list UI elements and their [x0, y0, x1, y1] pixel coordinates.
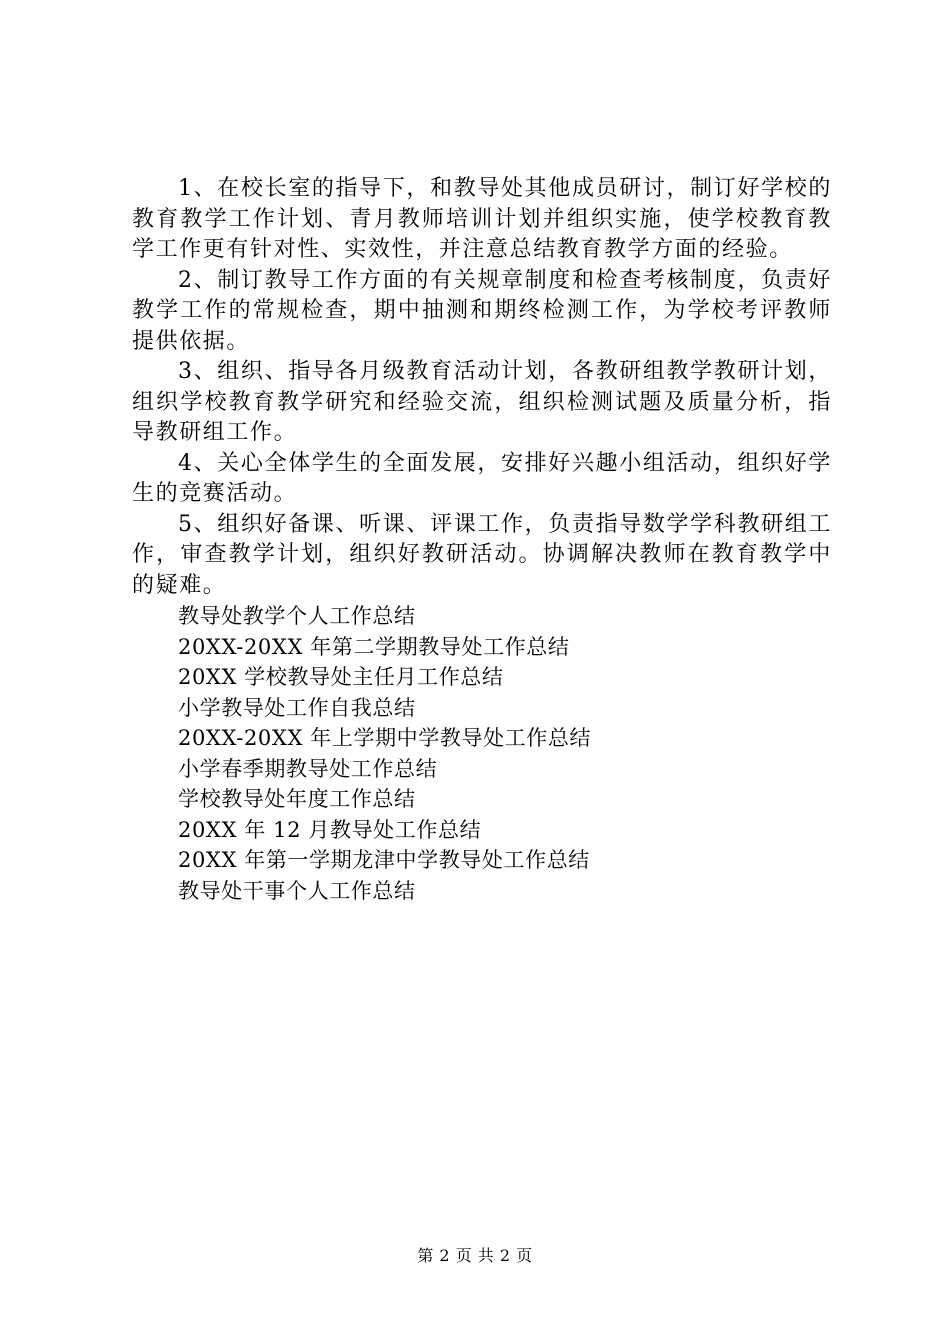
paragraph-4: 4、关心全体学生的全面发展，安排好兴趣小组活动，组织好学生的竞赛活动。 — [132, 450, 832, 506]
related-title-item[interactable]: 小学教导处工作自我总结 — [178, 695, 416, 720]
related-title-item[interactable]: 20XX 年第一学期龙津中学教导处工作总结 — [178, 848, 590, 872]
paragraph-3: 3、组织、指导各月级教育活动计划，各教研组教学教研计划，组织学校教育教学研究和经验交流，组织检测试题及质量分析，指导教研组工作。 — [132, 359, 832, 445]
page-footer — [0, 1243, 950, 1266]
page-number: 第 2 页 共 2 页 — [417, 1246, 533, 1265]
related-title-item[interactable]: 20XX-20XX 年上学期中学教导处工作总结 — [178, 726, 592, 750]
document-body — [132, 174, 832, 906]
related-title-item[interactable]: 教导处教学个人工作总结 — [178, 604, 416, 628]
related-titles-list — [132, 601, 832, 906]
paragraph-2: 2、制订教导工作方面的有关规章制度和检查考核制度，负责好教学工作的常规检查，期中抽测和期终检测工作，为学校考评教师提供依据。 — [132, 267, 832, 354]
related-title-item[interactable]: 20XX 年 12 月教导处工作总结 — [178, 817, 482, 842]
related-title-item[interactable]: 20XX 学校教导处主任月工作总结 — [178, 665, 504, 689]
related-title-item[interactable]: 小学春季期教导处工作总结 — [178, 756, 438, 781]
related-title-item[interactable]: 20XX-20XX 年第二学期教导处工作总结 — [178, 634, 570, 659]
related-title-item[interactable]: 学校教导处年度工作总结 — [178, 787, 416, 811]
paragraph-5: 5、组织好备课、听课、评课工作，负责指导数学学科教研组工作，审查教学计划，组织好教研活动。协调解决教师在教育教学中的疑难。 — [132, 511, 832, 598]
related-title-item[interactable]: 教导处干事个人工作总结 — [178, 878, 416, 903]
paragraph-1: 1、在校长室的指导下，和教导处其他成员研讨，制订好学校的教育教学工作计划、青月教师培训计划并组织实施，使学校教育教学工作更有针对性、实效性，并注意总结教育教学方面的经验。 — [132, 176, 832, 262]
